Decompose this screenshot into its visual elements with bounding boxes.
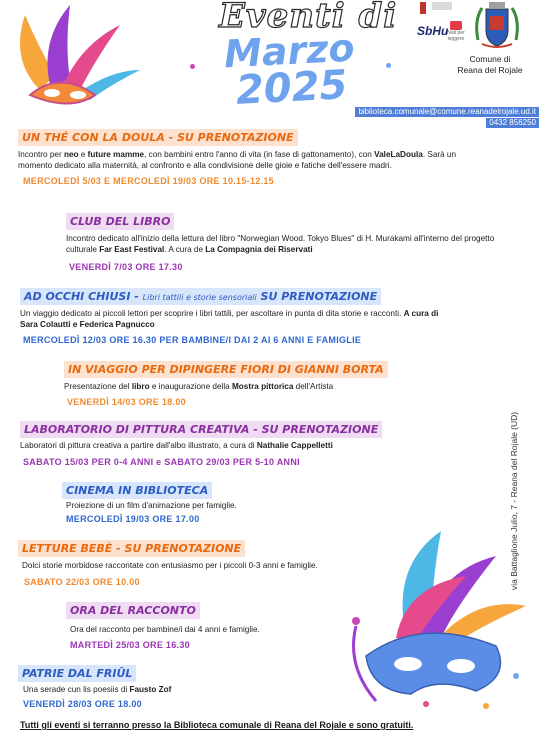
event-title: LABORATORIO DI PITTURA CREATIVA - SU PRENOTAZIONE [20,421,382,438]
desc-text: dell'Artista [293,382,334,391]
carnival-mask-bottom-right-icon [336,526,536,716]
event-description [23,684,318,695]
event-the-doula [18,128,488,186]
desc-text: Un viaggio dedicato ai piccoli lettori per scoprire i libri tattili, per ascoltare in punta di dita storie e racconti. [20,309,404,318]
event-title: CLUB DEL LIBRO [66,213,174,230]
event-title: ORA DEL RACCONTO [66,602,200,619]
coat-of-arms-icon [472,0,522,52]
event-cinema [62,481,462,524]
event-patrie-dal-friul [18,664,318,709]
desc-bold: La Compagnia dei Riservati [205,245,313,254]
event-description: Proiezione di un film d'animazione per famiglie. [66,501,237,510]
desc-text: Una serade cun lis poesiis di [23,685,130,694]
desc-bold: Mostra pittorica [231,382,294,391]
event-title: IN VIAGGIO PER DIPINGERE FIORI DI GIANNI BORTA [64,361,388,378]
phone-number[interactable]: 0432 856250 [486,118,539,128]
desc-bold: neo [63,150,79,159]
desc-text: , con bambini entro l'anno di vita (in fase di gattonamento), con [144,150,375,159]
email-link[interactable]: biblioteca.comunale@comune.reanadelrojale.ud.it [355,107,539,117]
event-description [66,233,516,255]
event-date: MERCOLEDÌ 12/03 ORE 16.30 PER BAMBINE/I DAI 2 AI 6 ANNI E FAMIGLIE [23,335,362,345]
desc-bold: future mamme [87,150,145,159]
desc-bold: Nathalie Cappelletti [256,441,333,450]
title-year: 2025 [234,62,349,114]
event-date: MARTEDÌ 25/03 ORE 16.30 [70,640,190,650]
event-date: VENERDÌ 7/03 ORE 17.30 [69,262,183,272]
event-pittura-creativa [20,420,480,467]
comune-line2: Reana del Rojale [457,65,523,75]
address-vertical: via Battaglione Julio, 7 - Reana del Rojale (UD) [509,411,519,590]
desc-bold: Far East Festival [99,245,165,254]
title-subtitle: Libri tattili e storie sensoriali [142,293,257,302]
desc-text: Laboratori di pittura creativa a partire dall'albo illustrato, a cura di [20,441,257,450]
desc-bold: ValeLaDoula [374,150,423,159]
desc-text: Presentazione del [64,382,132,391]
footer-note: Tutti gli eventi si terranno presso la Biblioteca comunale di Reana del Rojale e sono gratuiti. [20,720,414,730]
event-title: UN THÉ CON LA DOULA - SU PRENOTAZIONE [18,129,298,146]
desc-text: Incontro dedicato all'inizio della lettura del libro "Norwegian Wood. Tokyo Blues" di H. Murakami all'interno del progetto culturale [66,234,495,254]
comune-line1: Comune di [469,54,511,64]
desc-text: e inaugurazione della [149,382,232,391]
title-end: SU PRENOTAZIONE [256,290,378,303]
event-title [20,288,381,305]
sbhu-logo: SbHu [417,24,449,38]
event-date: SABATO 15/03 PER 0-4 ANNI e SABATO 29/03 PER 5-10 ANNI [23,457,300,467]
event-club-del-libro [66,212,516,272]
carnival-mask-top-left-icon [0,0,150,110]
event-description [18,149,488,171]
contacts [355,107,539,129]
desc-bold: A cura di Sara Colautti e Federica Pagnucco [20,309,439,329]
nati-per-leggere-label: Nati per leggere [447,30,465,42]
desc-text: Incontro per [18,150,64,159]
desc-bold: libro [131,382,150,391]
event-date: MERCOLEDÌ 19/03 ORE 17.00 [66,514,200,524]
library-logo [420,2,460,16]
title-month: Marzo [222,25,356,77]
event-title: LETTURE BEBÈ - SU PRENOTAZIONE [18,540,245,557]
nati-per-leggere-logo [446,21,466,42]
event-description [20,440,480,451]
event-description [64,381,494,392]
desc-text: . A cura de [164,245,206,254]
event-description [20,308,450,330]
confetti-dot [386,63,391,68]
event-title: PATRIE DAL FRIÛL [18,665,136,682]
comune-label [440,54,540,76]
confetti-dot [190,64,195,69]
desc-text: . Sarà un momento dedicato alla maternità, al confronto e alla condivisione delle gioie e fatiche dell'essere madri. [18,150,457,170]
desc-text: e [78,150,88,159]
event-date: MERCOLEDÌ 5/03 E MERCOLEDÌ 19/03 ORE 10.15-12.15 [23,176,274,186]
title-eventi: Eventi di [219,0,398,36]
desc-bold: Fausto Zof [129,685,172,694]
event-description: Dolci storie morbidose raccontate con entusiasmo per i piccoli 0-3 anni e famiglie. [22,561,318,570]
title-main: AD OCCHI CHIUSI - [24,290,143,303]
event-ad-occhi-chiusi [20,287,450,345]
event-gianni-borta [64,360,494,407]
event-title: CINEMA IN BIBLIOTECA [62,482,212,499]
event-date: VENERDÌ 28/03 ORE 18.00 [23,699,142,709]
event-date: VENERDÌ 14/03 ORE 18.00 [67,397,186,407]
event-description: Ora del racconto per bambine/i dai 4 anni e famiglie. [70,625,260,634]
event-date: SABATO 22/03 ORE 10.00 [24,577,140,587]
event-ora-del-racconto [66,601,366,650]
